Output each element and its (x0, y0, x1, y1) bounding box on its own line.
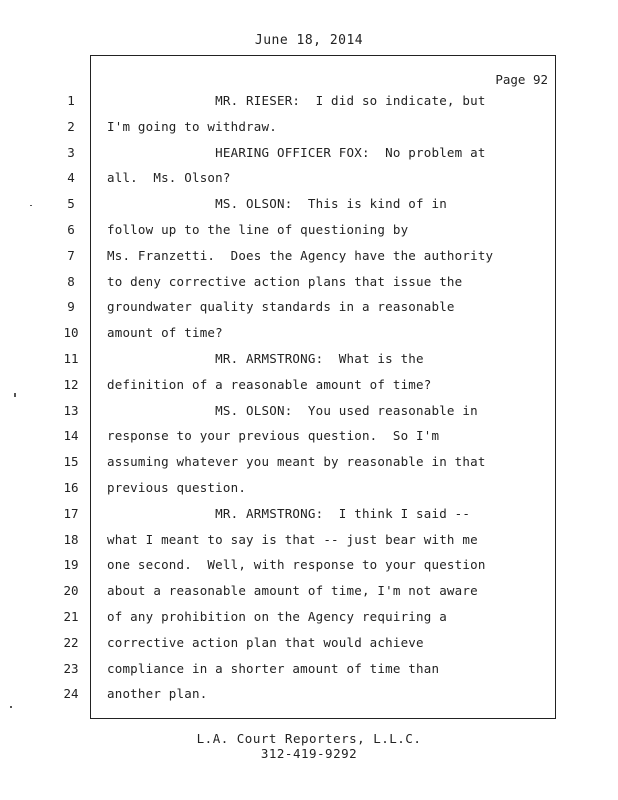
transcript-line-text: MR. ARMSTRONG: What is the (107, 351, 424, 366)
scan-speck (14, 393, 16, 397)
line-number: 9 (67, 299, 75, 314)
transcript-line-text: response to your previous question. So I'm (107, 428, 440, 443)
transcript-line-text: to deny corrective action plans that issue the (107, 274, 463, 289)
transcript-line-text: groundwater quality standards in a reasonable (107, 299, 455, 314)
scan-speck (10, 706, 12, 708)
transcript-line-text: another plan. (107, 686, 208, 701)
page-number: Page 92 (495, 72, 548, 87)
line-number: 11 (63, 351, 79, 366)
line-number: 1 (67, 93, 75, 108)
transcript-line-text: MR. RIESER: I did so indicate, but (107, 93, 486, 108)
line-number: 3 (67, 145, 75, 160)
line-number: 18 (63, 532, 79, 547)
line-number: 14 (63, 428, 79, 443)
transcript-line-text: MS. OLSON: This is kind of in (107, 196, 447, 211)
line-number: 20 (63, 583, 79, 598)
transcript-line-text: what I meant to say is that -- just bear with me (107, 532, 478, 547)
transcript-line-text: I'm going to withdraw. (107, 119, 277, 134)
line-number: 8 (67, 274, 75, 289)
transcript-line-text: definition of a reasonable amount of time? (107, 377, 432, 392)
line-number: 15 (63, 454, 79, 469)
transcript-line-text: follow up to the line of questioning by (107, 222, 409, 237)
line-number: 23 (63, 661, 79, 676)
line-number: 6 (67, 222, 75, 237)
court-reporter-phone: 312-419-9292 (260, 746, 358, 761)
scan-speck (30, 205, 32, 206)
transcript-line-text: assuming whatever you meant by reasonable in that (107, 454, 486, 469)
transcript-line-text: compliance in a shorter amount of time than (107, 661, 440, 676)
line-number: 22 (63, 635, 79, 650)
transcript-line-text: Ms. Franzetti. Does the Agency have the authority (107, 248, 494, 263)
transcript-line-text: previous question. (107, 480, 247, 495)
line-number: 5 (67, 196, 75, 211)
line-number: 13 (63, 403, 79, 418)
line-number: 10 (63, 325, 79, 340)
transcript-line-text: amount of time? (107, 325, 223, 340)
line-number: 7 (67, 248, 75, 263)
transcript-line-text: of any prohibition on the Agency requiring a (107, 609, 447, 624)
line-number: 19 (63, 557, 79, 572)
line-number: 24 (63, 686, 79, 701)
transcript-line-text: all. Ms. Olson? (107, 170, 231, 185)
transcript-line-text: one second. Well, with response to your question (107, 557, 486, 572)
transcript-line-text: MR. ARMSTRONG: I think I said -- (107, 506, 471, 521)
line-number: 4 (67, 170, 75, 185)
transcript-line-text: HEARING OFFICER FOX: No problem at (107, 145, 486, 160)
transcript-date: June 18, 2014 (254, 33, 364, 48)
line-number: 16 (63, 480, 79, 495)
line-number: 21 (63, 609, 79, 624)
line-number: 12 (63, 377, 79, 392)
court-reporter-name: L.A. Court Reporters, L.L.C. (196, 731, 422, 746)
transcript-line-text: MS. OLSON: You used reasonable in (107, 403, 478, 418)
line-number: 17 (63, 506, 79, 521)
transcript-line-text: about a reasonable amount of time, I'm not aware (107, 583, 478, 598)
transcript-line-text: corrective action plan that would achieve (107, 635, 424, 650)
line-number: 2 (67, 119, 75, 134)
